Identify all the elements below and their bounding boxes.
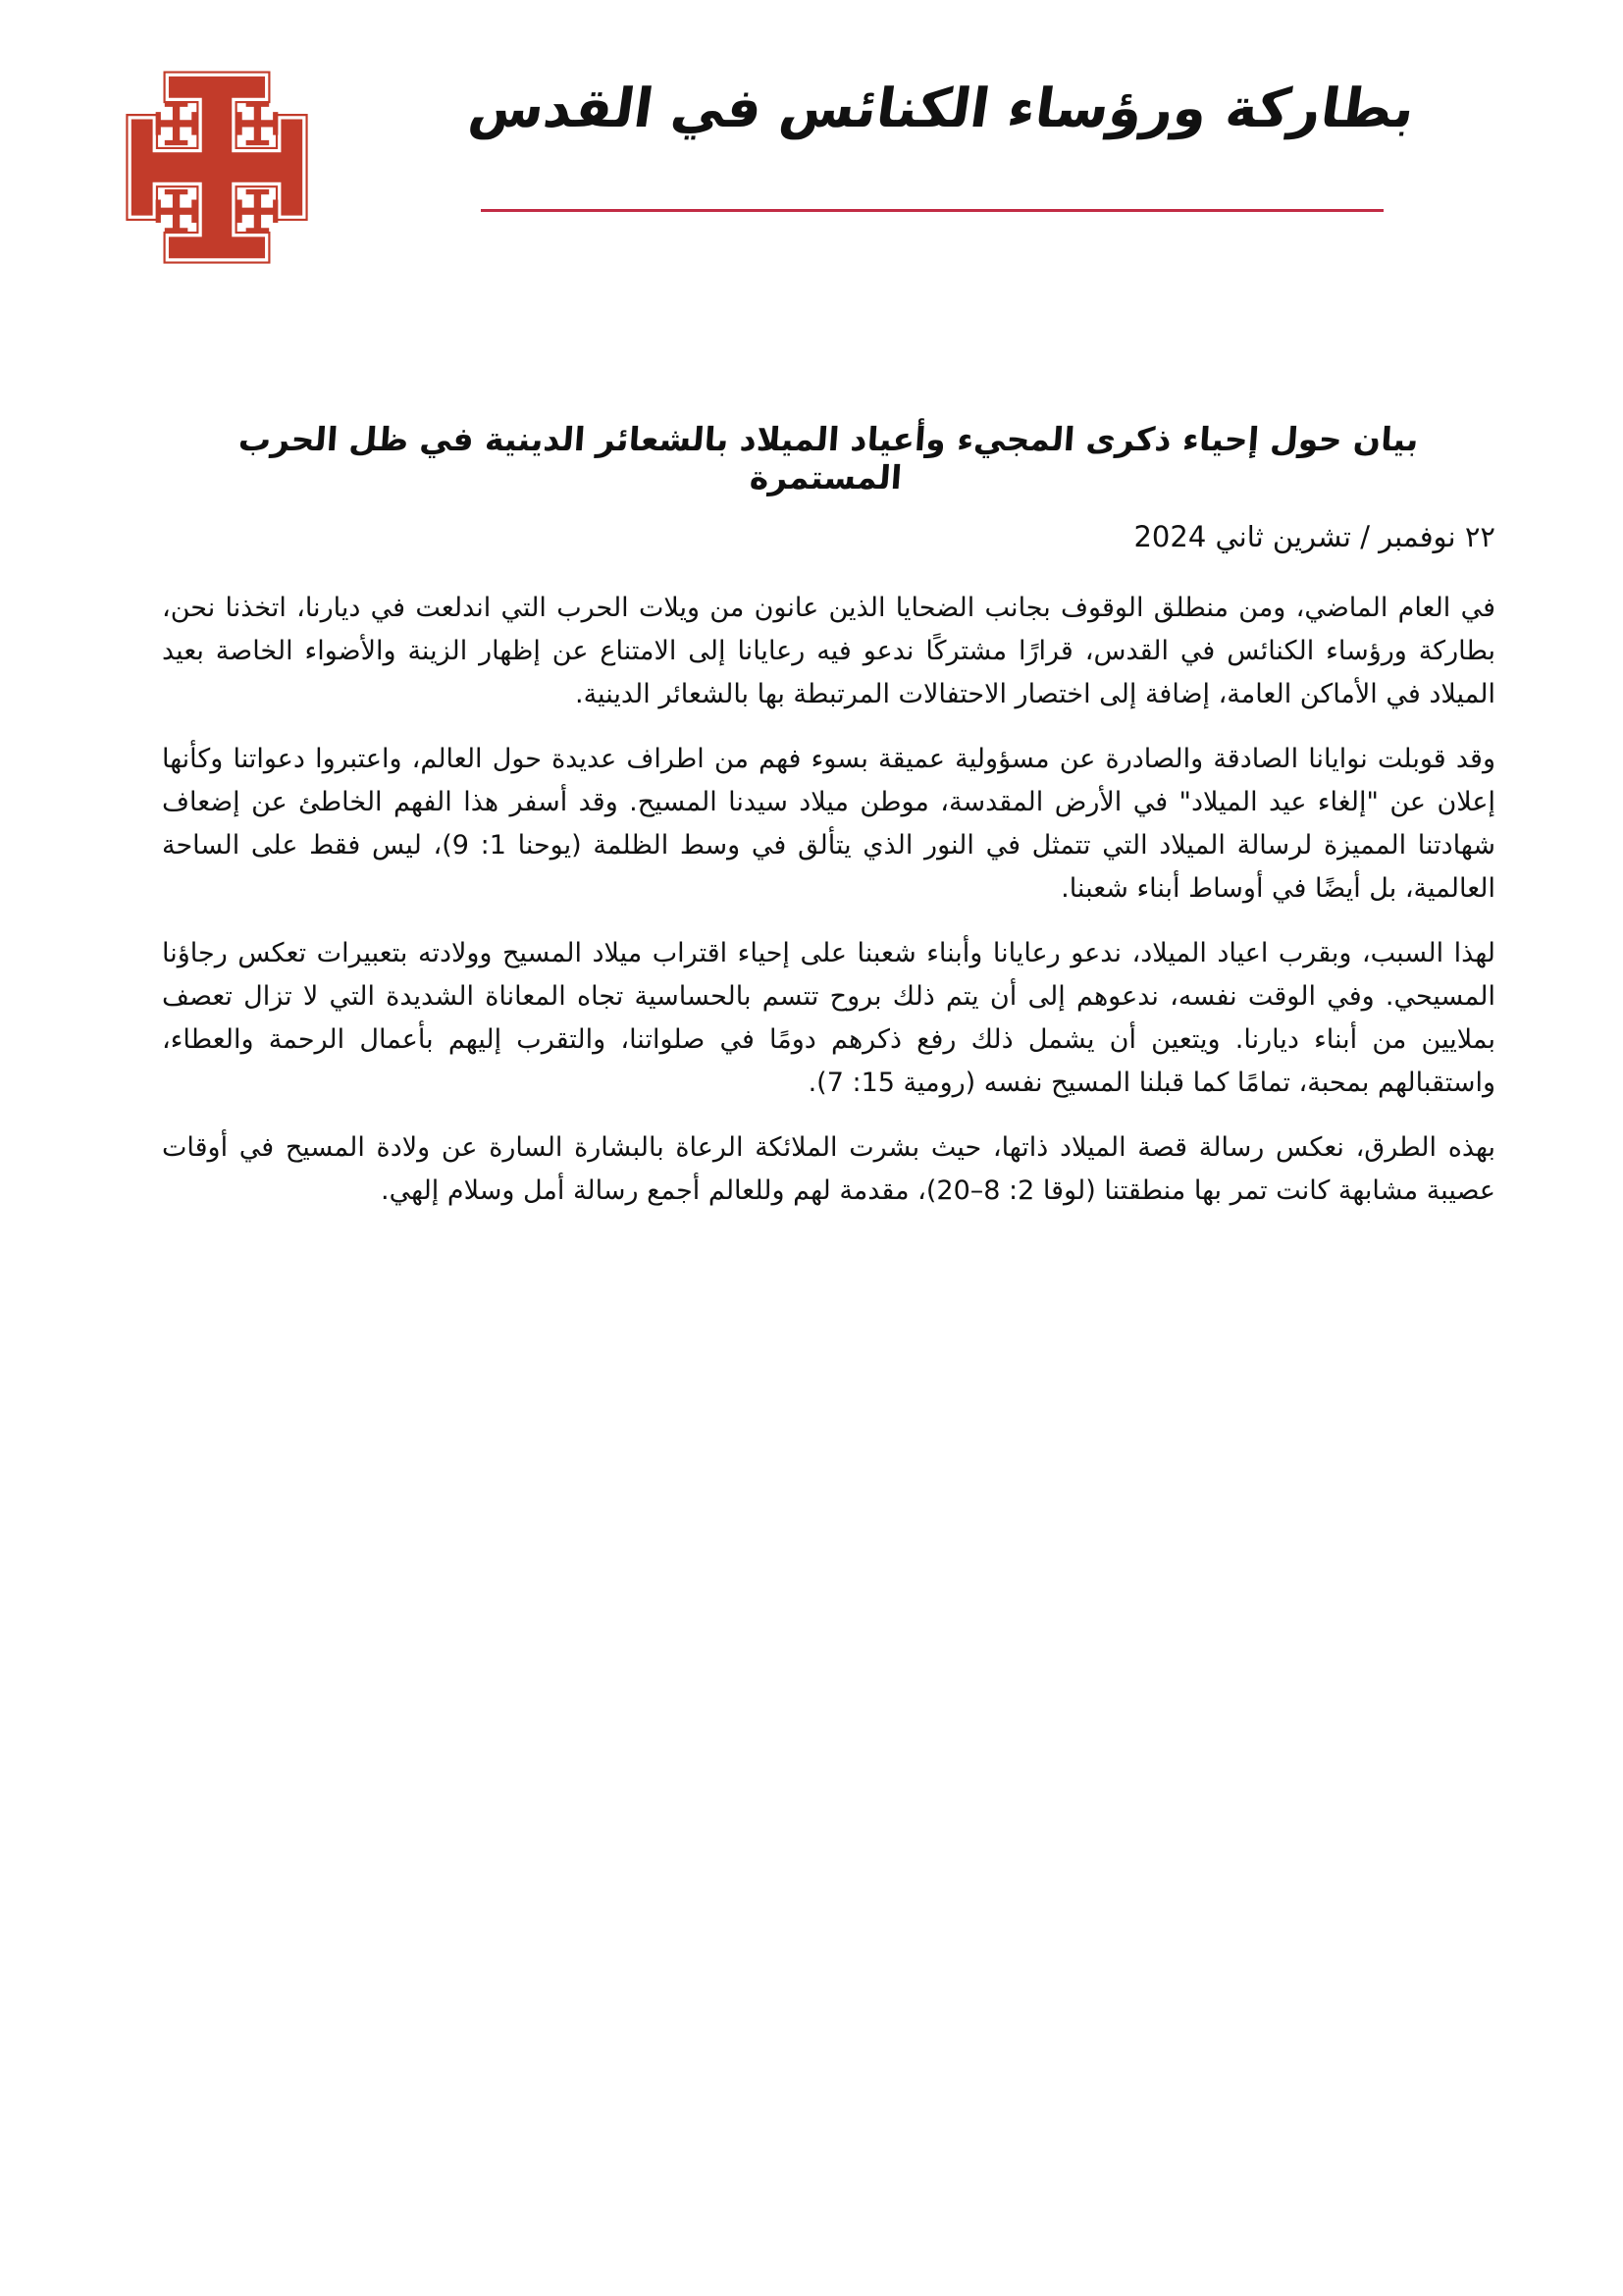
statement-paragraph: في العام الماضي، ومن منطلق الوقوف بجانب الضحايا الذين عانون من ويلات الحرب التي اندلعت في ديارنا، اتخذنا نحن، بطاركة ورؤساء الكنائس في القدس، قرارًا مشتركًا ندعو فيه رعايانا إلى الامتناع عن إظهار الزينة والأضواء الخاصة بعيد الميلاد في الأماكن العامة، إضافة إلى اختصار الاحتفالات المرتبطة بها بالشعائر الدينية. bbox=[162, 593, 1495, 709]
organization-title: بطاركة ورؤساء الكنائس في القدس bbox=[465, 77, 1419, 139]
statement-paragraph: بهذه الطرق، نعكس رسالة قصة الميلاد ذاتها، حيث بشرت الملائكة الرعاة بالبشارة السارة عن ولادة المسيح في أوقات عصيبة مشابهة كانت تمر بها منطقتنا (لوقا 2: 8–20)، مقدمة لهم وللعالم أجمع رسالة أمل وسلام إلهي. bbox=[162, 1132, 1495, 1206]
statement-paragraph: لهذا السبب، وبقرب اعياد الميلاد، ندعو رعايانا وأبناء شعبنا على إحياء اقتراب ميلاد المسيح وولادته بتعبيرات تعكس رجاؤنا المسيحي. وفي الوقت نفسه، ندعوهم إلى أن يتم ذلك بروح تتسم بالحساسية تجاه المعاناة الشديدة التي لا تزال تعصف بملايين من أبناء ديارنا. ويتعين أن يشمل ذلك رفع ذكرهم دومًا في صلواتنا، والتقرب إليهم بأعمال الرحمة والعطاء، واستقبالهم بمحبة، تمامًا كما قبلنا المسيح نفسه (رومية 15: 7). bbox=[162, 938, 1495, 1098]
statement-paragraph: وقد قوبلت نوايانا الصادقة والصادرة عن مسؤولية عميقة بسوء فهم من اطراف عديدة حول العالم، واعتبروا دعواتنا وكأنها إعلان عن "إلغاء عيد الميلاد" في الأرض المقدسة، موطن ميلاد سيدنا المسيح. وقد أسفر هذا الفهم الخاطئ عن إضعاف شهادتنا المميزة لرسالة الميلاد التي تتمثل في النور الذي يتألق في وسط الظلمة (يوحنا 1: 9)، ليس فقط على الساحة العالمية، بل أيضًا في أوساط أبناء شعبنا. bbox=[162, 744, 1495, 904]
statement-date: ٢٢ نوفمبر / تشرين ثاني 2024 bbox=[1133, 520, 1495, 553]
statement-title: بيان حول إحياء ذكرى المجيء وأعياد الميلاد بالشعائر الدينية في ظل الحرب المستمرة bbox=[236, 420, 1420, 496]
statement-body bbox=[162, 587, 1495, 1234]
jerusalem-cross-icon bbox=[110, 51, 324, 294]
header-divider bbox=[481, 209, 1384, 212]
jerusalem-cross-logo bbox=[110, 51, 324, 294]
